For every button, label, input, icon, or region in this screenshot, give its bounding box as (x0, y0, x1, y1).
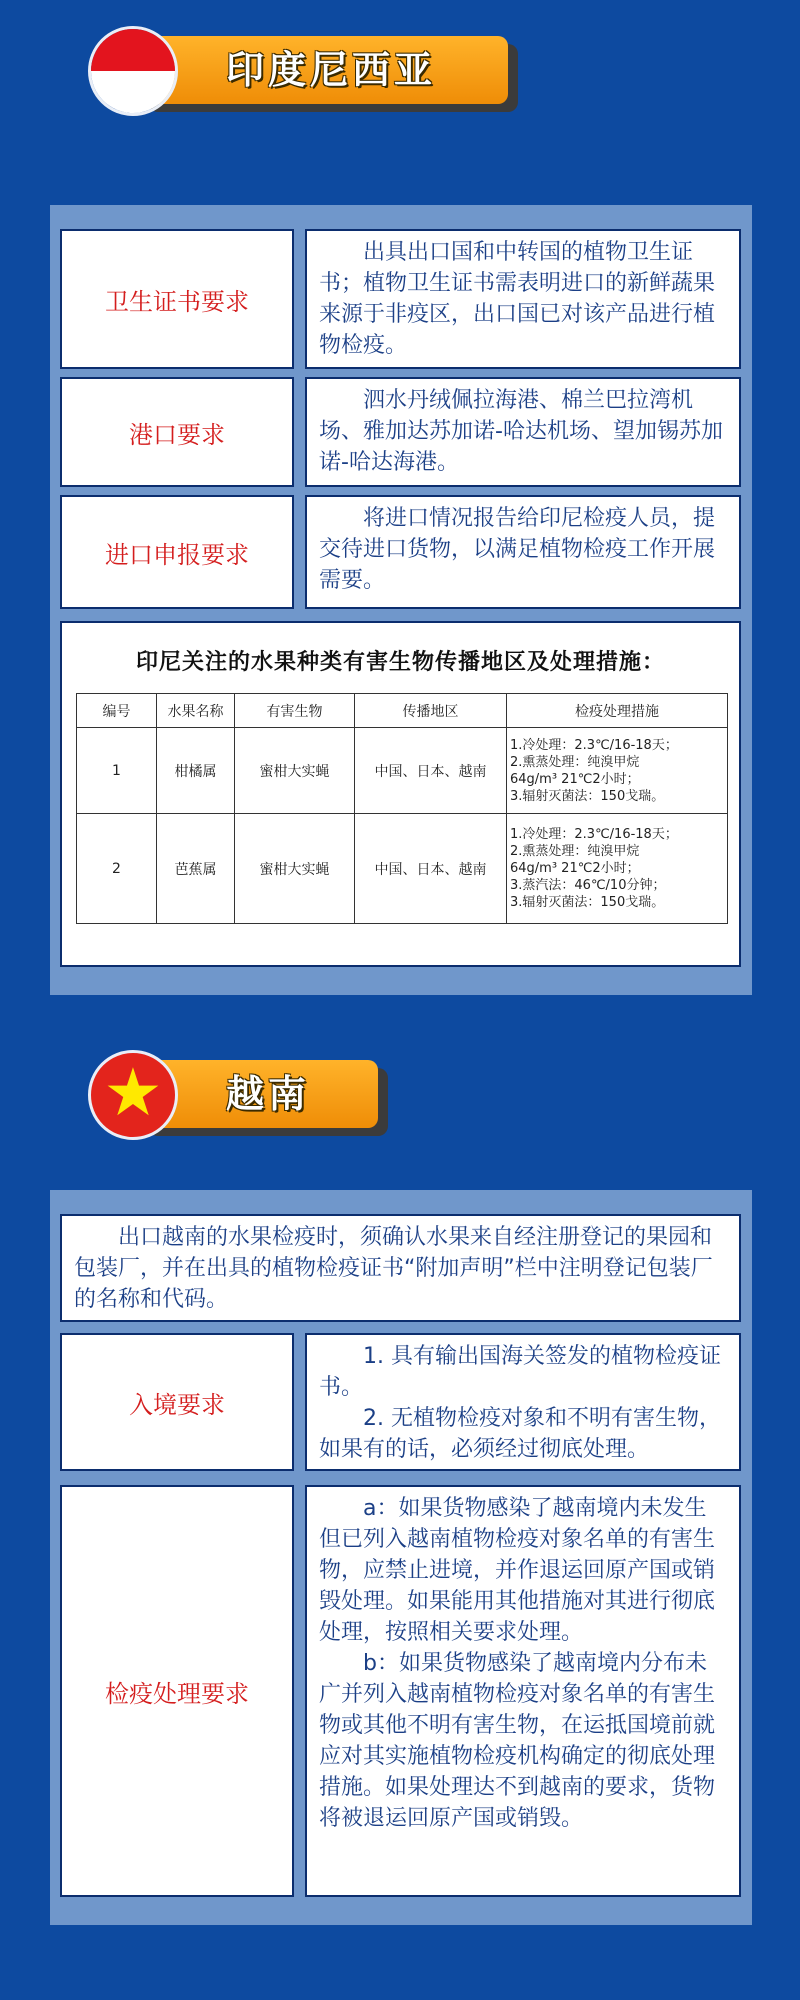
indonesia-title: 印度尼西亚 (226, 48, 437, 92)
measure-line: 64g/m³ 21℃2小时； (510, 861, 640, 876)
pest-table (76, 693, 728, 924)
indonesia-banner (88, 26, 508, 122)
quarantine-item: b：如果货物感染了越南境内分布未广并列入越南植物检疫对象名单的有害生物或其他不明有害生物，在运抵国境前就应对其实施植物检疫机构确定的彻底处理措施。如果处理达不到越南的要求，货物将被退运回原产国或销毁。 (319, 1651, 716, 1831)
pest-table-title: 印尼关注的水果种类有害生物传播地区及处理措施： (135, 650, 665, 675)
quarantine-treatment-text (305, 1485, 741, 1897)
pest-table-card (60, 621, 741, 967)
cell-region: 中国、日本、越南 (355, 814, 507, 924)
certificate-requirement-text: 出具出口国和中转国的植物卫生证书；植物卫生证书需表明进口的新鲜蔬果来源于非疫区，出口国已对该产品进行植物检疫。 (305, 229, 741, 369)
entry-item: 1. 具有输出国海关签发的植物检疫证书。 (319, 1344, 721, 1400)
header-measures: 检疫处理措施 (507, 694, 728, 728)
measure-line: 1.冷处理：2.3℃/16-18天； (510, 737, 678, 753)
measure-line: 3.辐射灭菌法：150戈瑞。 (510, 788, 665, 804)
entry-requirement-label: 入境要求 (60, 1333, 294, 1471)
cell-number: 2 (77, 814, 157, 924)
measure-line: 2.熏蒸处理：纯溴甲烷 (510, 844, 640, 859)
import-declaration-text: 将进口情况报告给印尼检疫人员，提交待进口货物，以满足植物检疫工作开展需要。 (305, 495, 741, 609)
vietnam-flag-icon (88, 1050, 178, 1140)
star-icon: ★ (103, 1054, 163, 1131)
cell-fruit: 芭蕉属 (157, 814, 235, 924)
header-fruit: 水果名称 (157, 694, 235, 728)
header-region: 传播地区 (355, 694, 507, 728)
indonesia-panel (50, 205, 752, 995)
quarantine-item: a：如果货物感染了越南境内未发生但已列入越南植物检疫对象名单的有害生物，应禁止进境，并作退运回原产国或销毁处理。如果能用其他措施对其进行彻底处理，按照相关要求处理。 (319, 1496, 716, 1645)
cell-number: 1 (77, 728, 157, 814)
measure-line: 3.蒸汽法：46℃/10分钟； (510, 878, 666, 893)
quarantine-treatment-label: 检疫处理要求 (60, 1485, 294, 1897)
certificate-requirement-label: 卫生证书要求 (60, 229, 294, 369)
vietnam-title: 越南 (226, 1072, 311, 1116)
header-pest: 有害生物 (235, 694, 355, 728)
cell-measures (507, 814, 728, 924)
measure-line: 2.熏蒸处理：纯溴甲烷 (510, 754, 640, 770)
entry-item: 2. 无植物检疫对象和不明有害生物，如果有的话，必须经过彻底处理。 (319, 1406, 721, 1462)
cell-fruit: 柑橘属 (157, 728, 235, 814)
cell-pest: 蜜柑大实蝇 (235, 728, 355, 814)
vietnam-intro-text: 出口越南的水果检疫时，须确认水果来自经注册登记的果园和包装厂，并在出具的植物检疫证书“附加声明”栏中注明登记包装厂的名称和代码。 (60, 1214, 741, 1322)
port-requirement-text: 泗水丹绒佩拉海港、棉兰巴拉湾机场、雅加达苏加诺-哈达机场、望加锡苏加诺-哈达海港。 (305, 377, 741, 487)
cell-region: 中国、日本、越南 (355, 728, 507, 814)
measure-line: 64g/m³ 21℃2小时； (510, 771, 640, 787)
measure-line: 3.辐射灭菌法：150戈瑞。 (510, 895, 665, 910)
indonesia-flag-icon (88, 26, 178, 116)
entry-requirement-text (305, 1333, 741, 1471)
port-requirement-label: 港口要求 (60, 377, 294, 487)
vietnam-banner (88, 1050, 508, 1146)
table-row (77, 814, 728, 924)
vietnam-panel (50, 1190, 752, 1925)
table-row (77, 728, 728, 814)
cell-pest: 蜜柑大实蝇 (235, 814, 355, 924)
measure-line: 1.冷处理：2.3℃/16-18天； (510, 827, 678, 842)
import-declaration-label: 进口申报要求 (60, 495, 294, 609)
cell-measures (507, 728, 728, 814)
header-number: 编号 (77, 694, 157, 728)
table-header-row (77, 694, 728, 728)
